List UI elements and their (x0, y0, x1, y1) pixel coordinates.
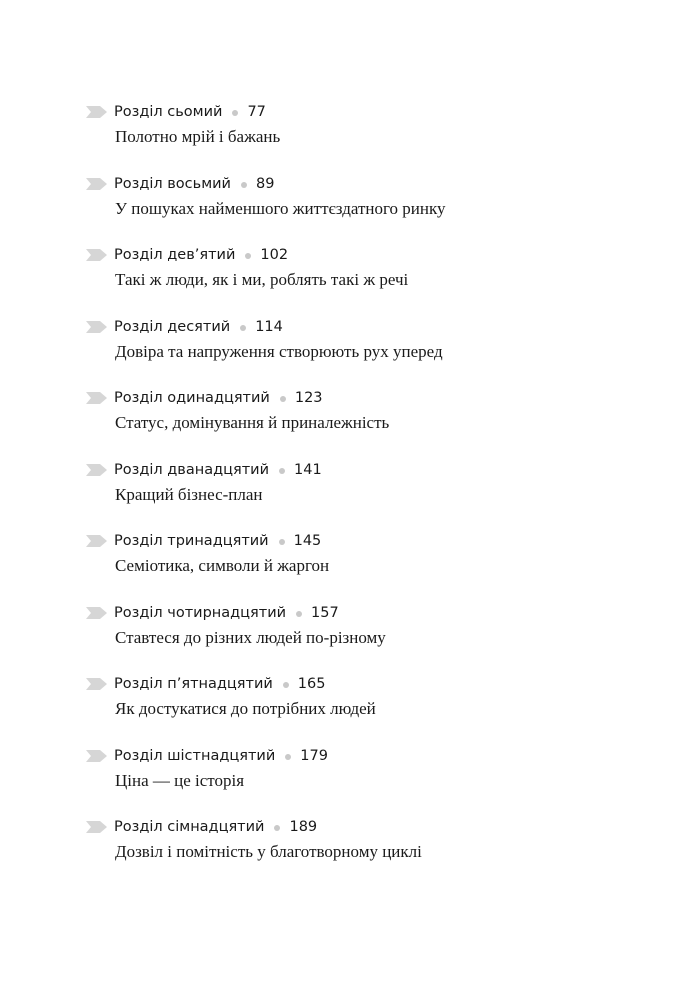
chapter-title: Полотно мрій і бажань (115, 127, 281, 146)
chapter-line (86, 173, 646, 195)
page-number: 179 (300, 747, 328, 764)
toc-entry[interactable] (86, 316, 646, 388)
toc-entry[interactable] (86, 530, 646, 602)
chapter-line (86, 816, 646, 838)
chevron-marker-icon (86, 678, 107, 690)
chapter-line (86, 387, 646, 409)
chapter-line (86, 745, 646, 767)
separator-dot-icon (296, 611, 302, 617)
chapter-title: Кращий бізнес-план (115, 484, 263, 504)
page-number: 165 (297, 676, 326, 692)
chevron-marker-icon (86, 750, 107, 762)
page-number: 123 (294, 390, 323, 406)
page-number: 114 (255, 318, 283, 335)
chapter-label: Розділ десятий (114, 318, 231, 335)
toc-entry[interactable] (86, 459, 646, 531)
chevron-marker-icon (86, 106, 107, 118)
chapter-title: У пошуках найменшого життєздатного ринку (115, 198, 446, 218)
separator-dot-icon (241, 182, 247, 188)
chapter-label: Розділ сьомий (114, 104, 223, 120)
chapter-label: Розділ чотирнадцятий (114, 604, 287, 621)
chapter-label: Розділ сімнадцятий (114, 819, 265, 835)
chevron-marker-icon (86, 392, 107, 404)
chapter-title: Такі ж люди, як і ми, роблять такі ж речі (115, 270, 409, 289)
chapter-line (86, 459, 646, 481)
chevron-marker-icon (86, 321, 107, 333)
separator-dot-icon (283, 682, 289, 688)
page-number: 157 (311, 604, 339, 621)
chapter-title: Семіотика, символи й жаргон (115, 556, 330, 575)
page-number: 145 (293, 533, 322, 549)
toc-entry[interactable] (86, 816, 646, 888)
separator-dot-icon (280, 396, 286, 402)
toc-entry[interactable] (86, 602, 646, 674)
chevron-marker-icon (86, 249, 107, 261)
separator-dot-icon (240, 325, 246, 331)
chevron-marker-icon (86, 821, 107, 833)
chapter-title: Довіра та напруження створюють рух уперед (115, 341, 443, 361)
chevron-marker-icon (86, 607, 107, 619)
chapter-line (86, 602, 646, 624)
toc-entry[interactable] (86, 173, 646, 245)
chapter-label: Розділ одинадцятий (114, 390, 270, 406)
table-of-contents (86, 101, 646, 888)
chapter-line (86, 530, 646, 552)
chevron-marker-icon (86, 178, 107, 190)
chapter-label: Розділ дванадцятий (114, 461, 269, 478)
chapter-line (86, 316, 646, 338)
chapter-title: Ставтеся до різних людей по-різному (115, 627, 386, 647)
chapter-line (86, 101, 646, 123)
separator-dot-icon (274, 825, 280, 831)
separator-dot-icon (279, 539, 285, 545)
separator-dot-icon (245, 253, 251, 259)
chapter-title: Ціна — це історія (115, 770, 245, 790)
separator-dot-icon (285, 754, 291, 760)
chapter-label: Розділ шістнадцятий (114, 747, 276, 764)
chapter-line (86, 673, 646, 695)
chapter-label: Розділ дев’ятий (114, 247, 236, 263)
toc-entry[interactable] (86, 673, 646, 745)
separator-dot-icon (232, 110, 238, 116)
toc-entry[interactable] (86, 387, 646, 459)
chapter-label: Розділ п’ятнадцятий (114, 676, 273, 692)
page-number: 77 (247, 104, 266, 120)
chapter-title: Статус, домінування й приналежність (115, 413, 390, 432)
toc-entry[interactable] (86, 244, 646, 316)
chapter-line (86, 244, 646, 266)
separator-dot-icon (279, 468, 285, 474)
chapter-label: Розділ восьмий (114, 175, 231, 192)
chapter-title: Дозвіл і помітність у благотворному циклі (115, 842, 422, 861)
page-number: 89 (255, 175, 275, 192)
toc-entry[interactable] (86, 745, 646, 817)
toc-entry[interactable] (86, 101, 646, 173)
page-number: 189 (289, 819, 318, 835)
chevron-marker-icon (86, 464, 107, 476)
chapter-title: Як достукатися до потрібних людей (115, 699, 376, 718)
page-number: 141 (294, 461, 322, 478)
chapter-label: Розділ тринадцятий (114, 533, 269, 549)
page-number: 102 (260, 247, 289, 263)
chevron-marker-icon (86, 535, 107, 547)
